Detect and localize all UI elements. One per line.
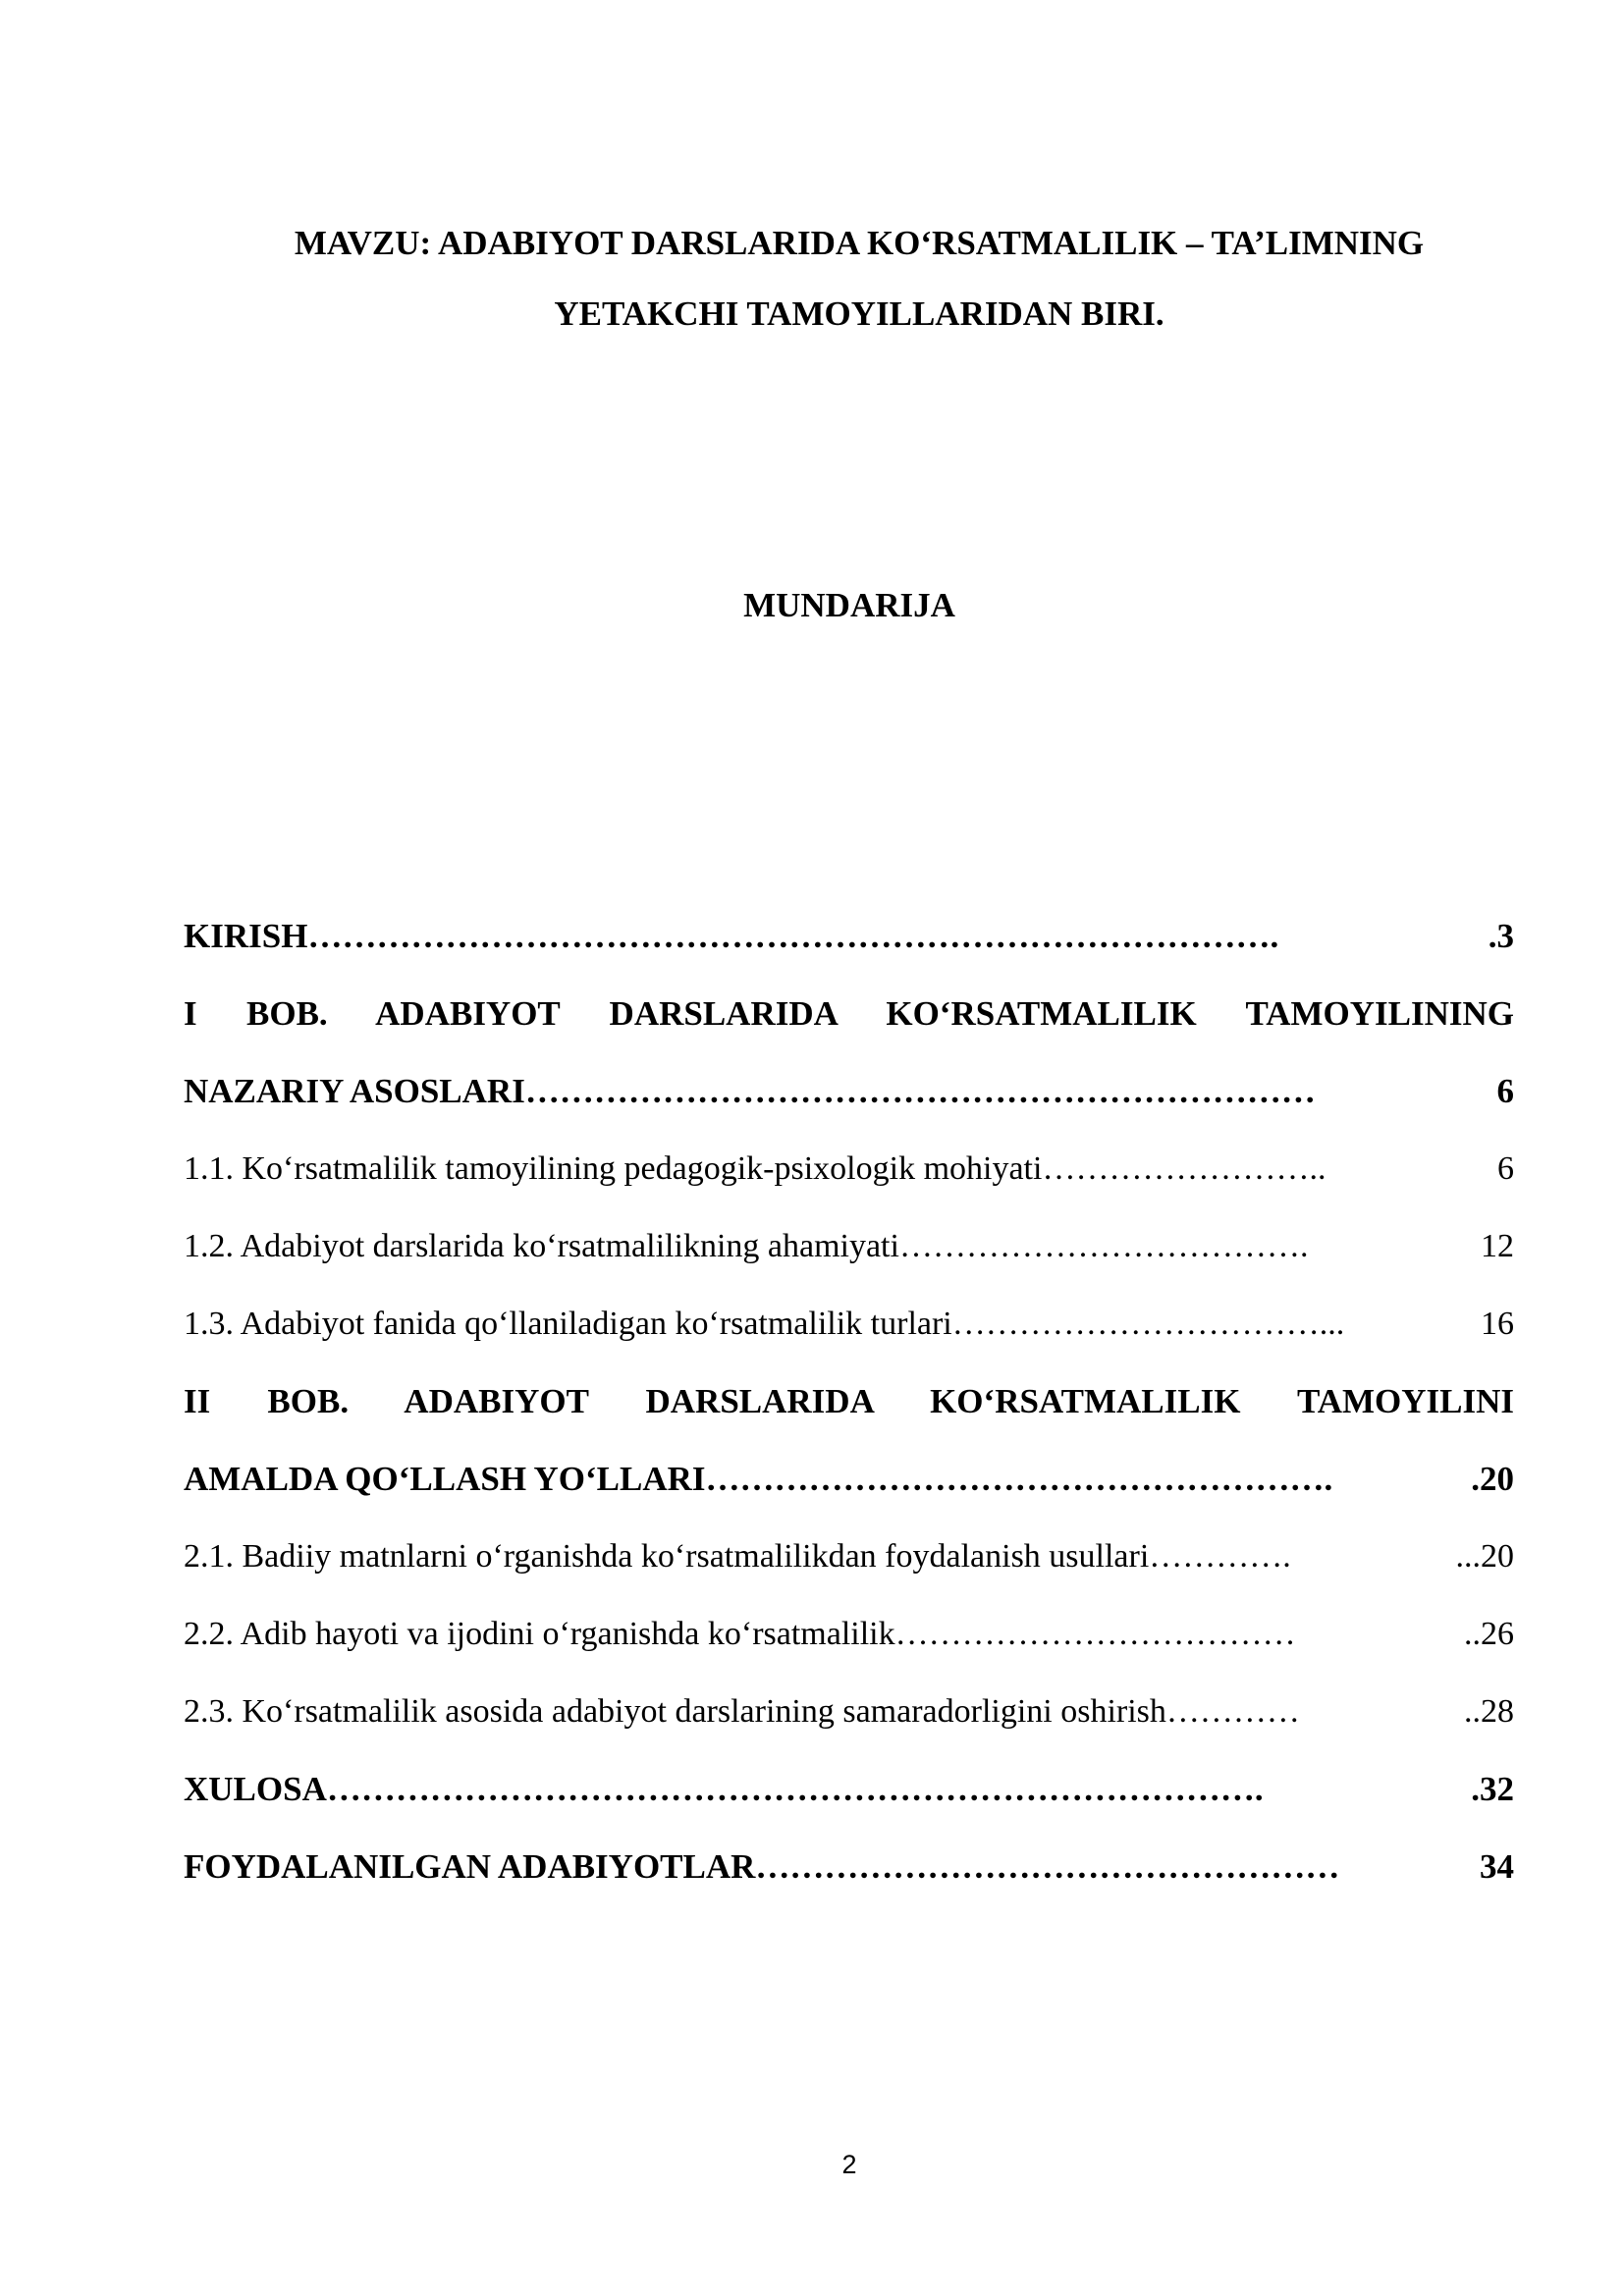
toc-entry-title: AMALDA QO‘LLASH YO‘LLARI: [184, 1460, 706, 1498]
toc-heading: MUNDARIJA: [743, 586, 955, 624]
toc-entry-chapter-2-cont: [184, 1440, 1514, 1518]
toc-entry-title: 2.3. Ko‘rsatmalilik asosida adabiyot darslarining samaradorligini oshirish: [184, 1693, 1166, 1730]
toc-entry-title: KIRISH: [184, 917, 308, 955]
toc-entry-title: 1.3. Adabiyot fanida qo‘llaniladigan ko‘rsatmalilik turlari: [184, 1306, 952, 1342]
toc-entry-leader: ………….: [1149, 1538, 1291, 1575]
toc-entry-2-1: [184, 1518, 1514, 1595]
topic-title-line-1: MAVZU: ADABIYOT DARSLARIDA KO‘RSATMALILIK – TA’LIMNING: [294, 224, 1425, 262]
toc-entry-kirish: [184, 897, 1514, 975]
toc-entry-leader: ……………………………………………: [755, 1847, 1340, 1886]
toc-entry-2-2: [184, 1595, 1514, 1673]
toc-entry-title: XULOSA: [184, 1770, 327, 1808]
toc-entry-leader: ………………………………………………………………………….: [307, 917, 1279, 955]
toc-entry-chapter-2: [184, 1362, 1514, 1440]
toc-entry-page: 6: [1497, 1150, 1514, 1187]
toc-entry-page: .3: [1488, 917, 1514, 955]
toc-entry-1-1: [184, 1130, 1514, 1207]
toc-entry-xulosa: [184, 1750, 1514, 1828]
toc-entry-leader: ……………………………...: [951, 1306, 1345, 1342]
toc-entry-page: .32: [1471, 1770, 1514, 1808]
toc-entry-title: II BOB. ADABIYOT DARSLARIDA KO‘RSATMALILIK TAMOYILINI: [184, 1382, 1514, 1420]
toc-entry-leader: ……………………………………………………………: [524, 1072, 1316, 1110]
toc-entry-page: 6: [1496, 1072, 1514, 1110]
toc-entry-title: I BOB. ADABIYOT DARSLARIDA KO‘RSATMALILIK TAMOYILINING: [184, 994, 1514, 1033]
toc-entry-page: 34: [1480, 1847, 1514, 1886]
toc-entry-page: ...20: [1455, 1538, 1514, 1575]
toc-entry-leader: ……………………………………………………………………….: [326, 1770, 1264, 1808]
toc-entry-chapter-1: [184, 975, 1514, 1052]
toc-entry-1-3: [184, 1285, 1514, 1362]
toc-entry-leader: ………………………………: [894, 1616, 1296, 1652]
toc-entry-1-2: [184, 1207, 1514, 1285]
toc-entry-title: 2.1. Badiiy matnlarni o‘rganishda ko‘rsatmalilikdan foydalanish usullari: [184, 1538, 1150, 1575]
toc-entry-2-3: [184, 1673, 1514, 1750]
toc-entry-title: NAZARIY ASOSLARI: [184, 1072, 525, 1110]
topic-title-line-2: YETAKCHI TAMOYILLARIDAN BIRI.: [554, 294, 1164, 333]
toc-entry-title: 1.2. Adabiyot darslarida ko‘rsatmalilikning ahamiyati: [184, 1228, 899, 1264]
table-of-contents: [184, 897, 1514, 1905]
toc-entry-references: [184, 1828, 1514, 1905]
toc-entry-leader: ……………………………………………….: [705, 1460, 1333, 1498]
toc-entry-leader: ……………………………….: [898, 1228, 1309, 1264]
toc-entry-page: .20: [1471, 1460, 1514, 1498]
toc-entry-title: 2.2. Adib hayoti va ijodini o‘rganishda ko‘rsatmalilik: [184, 1616, 895, 1652]
toc-entry-title: 1.1. Ko‘rsatmalilik tamoyilining pedagogik-psixologik mohiyati: [184, 1150, 1043, 1187]
toc-entry-leader: …………: [1165, 1693, 1300, 1730]
toc-entry-chapter-1-cont: [184, 1052, 1514, 1130]
toc-entry-page: ..28: [1464, 1693, 1514, 1730]
toc-entry-title: FOYDALANILGAN ADABIYOTLAR: [184, 1847, 756, 1886]
toc-entry-page: ..26: [1464, 1616, 1514, 1652]
toc-entry-leader: ……………………..: [1042, 1150, 1326, 1187]
toc-entry-page: 12: [1481, 1228, 1514, 1264]
toc-entry-page: 16: [1481, 1306, 1514, 1342]
page-number: 2: [841, 2150, 857, 2179]
